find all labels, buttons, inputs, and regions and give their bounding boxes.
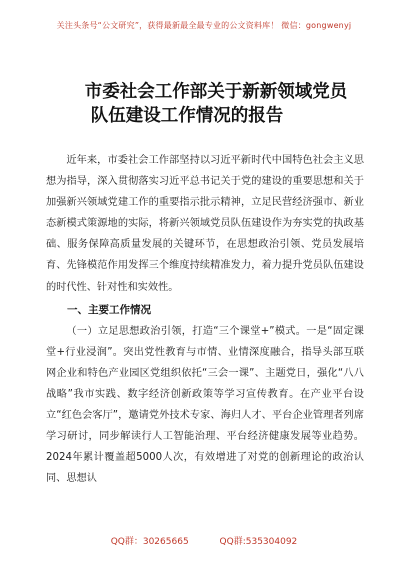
section-paragraph: （一）立足思想政治引领，打造“三个课堂+”模式。一是“固定课堂+行业浸润”。突出党性教育与市情、业情深度融合，指导头部互联网企业和特色产业园区党组织依托“三会一课”、主题党日，强化“八八战略”我市实践、数字经济创新政策等学习宣传教育。在产业平台设立“红色会客厅”，邀请党外技术专家、海归人才、平台企业管理者列席学习研讨，同步解读行人工智能治理、平台经济健康发展等业趋势。2024年累计覆盖超5000人次，有效增进了对党的创新理论的政治认同、思想认 xyxy=(46,325,364,485)
document-title xyxy=(0,80,408,128)
intro-paragraph: 近年来，市委社会工作部坚持以习近平新时代中国特色社会主义思想为指导，深入贯彻落实习近平总书记关于党的建设的重要思想和关于加强新兴领域党建工作的重要指示批示精神，立足民营经济强市、新业态新模式策源地的实际，将新兴领域党员队伍建设作为夯实党的执政基础、服务保障高质量发展的关键环节，在思想政治引领、党员发展培育、先锋模范作用发挥三个维度持续精准发力，着力提升党员队伍建设的时代性、针对性和实效性。 xyxy=(46,155,364,293)
footer-contacts xyxy=(0,534,408,547)
qq-group-1: QQ群：30265665 xyxy=(110,537,189,547)
qq-group-2: QQ群:535304092 xyxy=(219,537,298,547)
document-body xyxy=(46,150,364,490)
title-line-1: 市委社会工作部关于新新领域党员 xyxy=(84,82,348,102)
title-line-2: 队伍建设工作情况的报告 xyxy=(90,106,284,126)
promo-banner: 关注头条号“公文研究”，获得最新最全最专业的公文资料库！ 微信：gongwenyj xyxy=(56,21,352,30)
section-heading: 一、主要工作情况 xyxy=(67,303,151,316)
